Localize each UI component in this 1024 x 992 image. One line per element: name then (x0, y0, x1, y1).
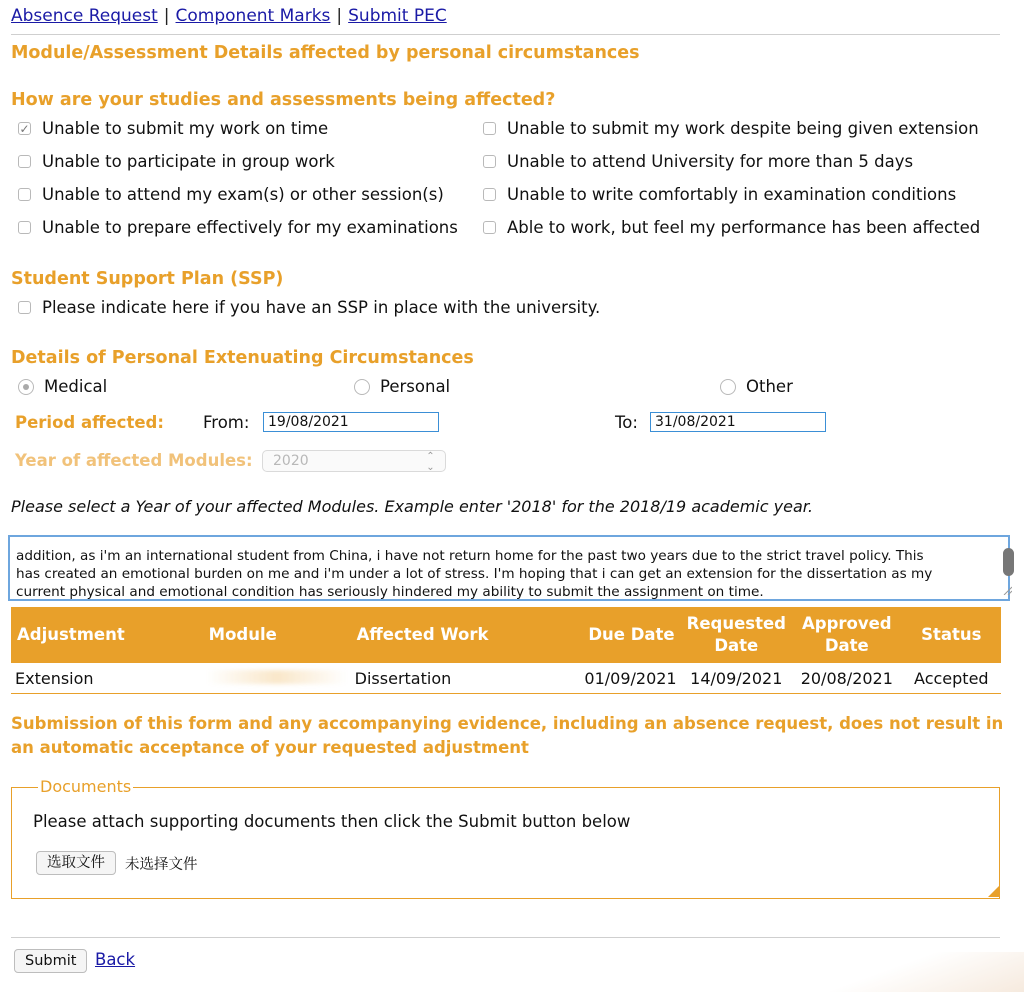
absence-request-link[interactable]: Absence Request (11, 6, 158, 26)
documents-legend: Documents (40, 777, 132, 796)
year-select[interactable] (262, 450, 446, 472)
year-select-value: 2020 (273, 453, 309, 469)
corner-decoration (988, 885, 1000, 897)
circumstances-heading: Details of Personal Extenuating Circumstances (11, 348, 474, 368)
nav-separator: | (163, 6, 170, 26)
adjustments-table (11, 607, 1001, 694)
checkbox[interactable] (483, 122, 496, 135)
background-decoration (804, 952, 1024, 992)
cell-due-date: 01/09/2021 (576, 663, 681, 694)
col-header: Affected Work (351, 607, 576, 663)
nav-separator: | (336, 6, 343, 26)
radio-label: Personal (380, 377, 451, 396)
radio-label: Medical (44, 377, 108, 396)
top-nav (11, 6, 447, 26)
effect-option[interactable] (483, 152, 913, 171)
cell-affected-work: Dissertation (351, 663, 576, 694)
effect-label: Unable to participate in group work (42, 152, 335, 171)
effect-option[interactable] (483, 119, 979, 138)
checkbox[interactable] (18, 155, 31, 168)
effect-label: Unable to submit my work despite being given extension (507, 119, 979, 138)
radio-label: Other (746, 377, 793, 396)
period-label: Period affected: (15, 413, 164, 432)
submit-button[interactable]: Submit (14, 949, 87, 973)
how-affected-heading: How are your studies and assessments being affected? (11, 90, 556, 110)
radio-button[interactable] (354, 379, 370, 395)
effect-option[interactable] (18, 185, 444, 204)
radio-medical[interactable] (18, 377, 107, 396)
checkbox[interactable] (18, 188, 31, 201)
cell-module (189, 663, 351, 694)
col-header: Approved Date (792, 607, 902, 663)
explanation-line: current physical and emotional condition has seriously hindered my ability to submit the assignment on time. (16, 584, 764, 600)
year-label: Year of affected Modules: (15, 451, 253, 470)
back-link[interactable]: Back (95, 950, 136, 969)
from-label: From: (203, 413, 250, 432)
effect-option[interactable] (483, 218, 980, 237)
checkbox-checked[interactable]: ✓ (19, 121, 30, 136)
checkbox[interactable] (483, 155, 496, 168)
col-header: Adjustment (11, 607, 189, 663)
col-header: Module (189, 607, 351, 663)
cell-adjustment: Extension (11, 663, 189, 694)
checkbox[interactable] (18, 301, 31, 314)
table-header-row (11, 607, 1001, 663)
submit-pec-link[interactable]: Submit PEC (348, 6, 447, 26)
from-date-input[interactable]: 19/08/2021 (263, 412, 439, 432)
radio-other[interactable] (720, 377, 793, 396)
effect-label: Unable to prepare effectively for my examinations (42, 218, 458, 237)
textarea-scrollbar[interactable] (1003, 548, 1014, 576)
component-marks-link[interactable]: Component Marks (175, 6, 331, 26)
effect-label: Unable to submit my work on time (42, 119, 329, 138)
radio-button[interactable] (720, 379, 736, 395)
effect-option[interactable] (18, 119, 328, 138)
effect-label: Unable to write comfortably in examination conditions (507, 185, 957, 204)
checkbox[interactable] (483, 188, 496, 201)
nav-divider (11, 34, 1000, 35)
no-file-chosen-label: 未选择文件 (125, 857, 198, 873)
radio-button-selected[interactable] (18, 379, 34, 395)
choose-file-button[interactable]: 选取文件 (36, 851, 116, 875)
ssp-option[interactable] (18, 298, 600, 317)
explanation-line: has created an emotional burden on me and i'm under a lot of stress. I'm hoping that i can get an extension for the dissertation as my (16, 566, 933, 582)
effect-option[interactable] (18, 152, 335, 171)
module-details-heading: Module/Assessment Details affected by personal circumstances (11, 43, 640, 63)
documents-fieldset (11, 787, 1000, 899)
effect-label: Unable to attend my exam(s) or other session(s) (42, 185, 444, 204)
to-label: To: (615, 413, 638, 432)
checkbox[interactable] (483, 221, 496, 234)
effect-option[interactable] (483, 185, 956, 204)
resize-grip-icon[interactable] (1002, 585, 1012, 595)
cell-approved-date: 20/08/2021 (792, 663, 902, 694)
year-note: Please select a Year of your affected Modules. Example enter '2018' for the 2018/19 academic year. (11, 497, 813, 516)
cell-requested-date: 14/09/2021 (681, 663, 792, 694)
col-header: Requested Date (681, 607, 792, 663)
to-date-input[interactable]: 31/08/2021 (650, 412, 826, 432)
checkbox[interactable] (18, 221, 31, 234)
table-row (11, 663, 1001, 694)
effect-label: Unable to attend University for more than 5 days (507, 152, 914, 171)
effect-label: Able to work, but feel my performance has been affected (507, 218, 981, 237)
redacted-module (207, 670, 347, 684)
col-header: Status (902, 607, 1001, 663)
cell-status: Accepted (902, 663, 1001, 694)
chevron-updown-icon: ⌃⌄ (425, 451, 436, 473)
ssp-label: Please indicate here if you have an SSP in place with the university. (42, 298, 601, 317)
documents-instruction: Please attach supporting documents then click the Submit button below (33, 812, 631, 831)
explanation-line: addition, as i'm an international student from China, i have not return home for the past two years due to the strict travel policy. This (16, 548, 924, 564)
radio-personal[interactable] (354, 377, 450, 396)
footer-divider (11, 937, 1000, 938)
effect-option[interactable] (18, 218, 458, 237)
explanation-textarea[interactable] (8, 535, 1010, 601)
ssp-heading: Student Support Plan (SSP) (11, 269, 284, 289)
disclaimer: Submission of this form and any accompanying evidence, including an absence request, does not result in an automatic acceptance of your requested adjustment (11, 714, 1004, 757)
col-header: Due Date (576, 607, 681, 663)
